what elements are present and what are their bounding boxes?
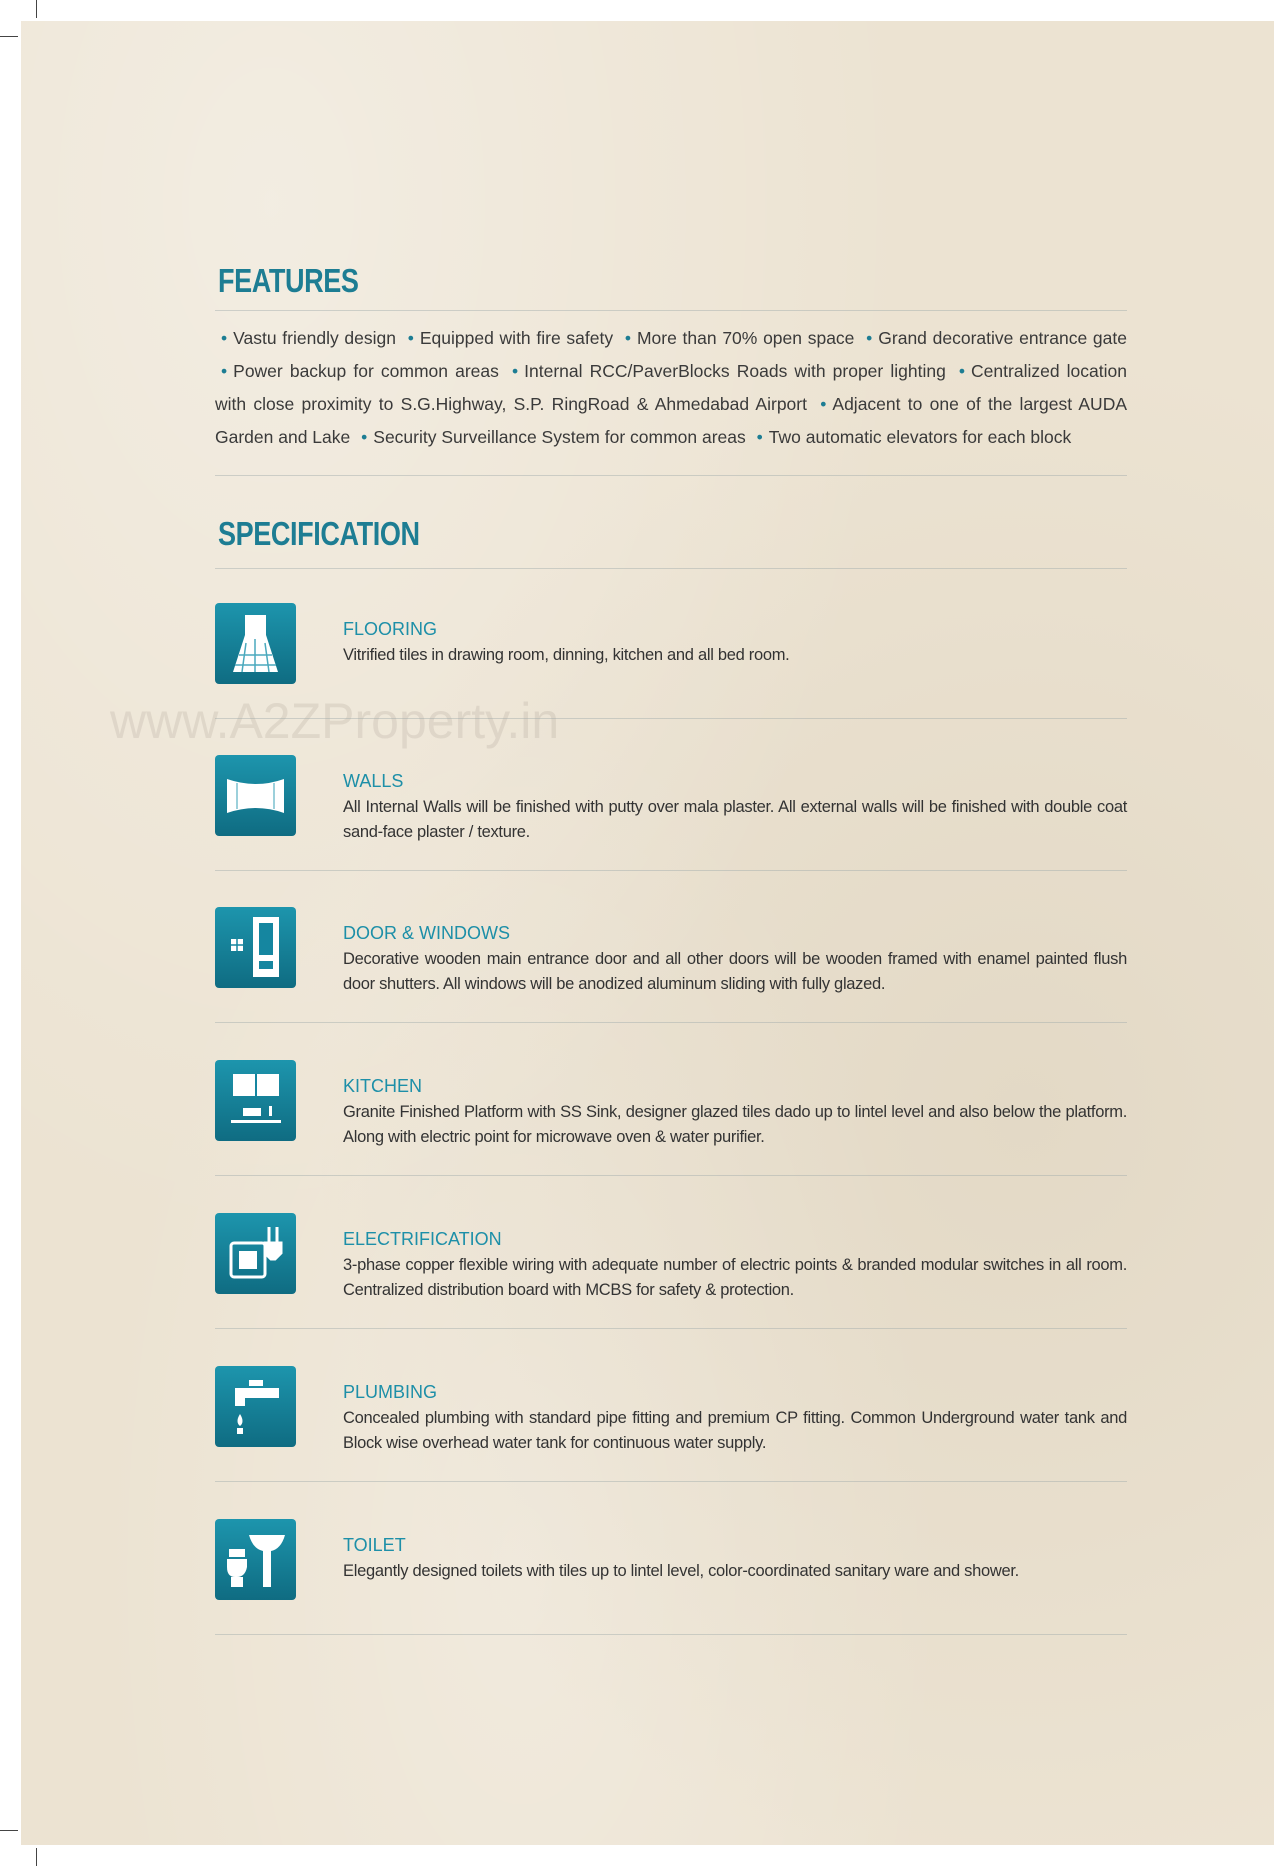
- watermark: www.A2ZProperty.in: [110, 693, 560, 749]
- toilet-icon: [215, 1519, 296, 1600]
- electric-socket-icon: [215, 1213, 296, 1294]
- bullet: •: [756, 427, 763, 447]
- spec-description: Elegantly designed toilets with tiles up to lintel level, color-coordinated sanitary ware and shower.: [343, 1562, 1019, 1580]
- specification-heading: SPECIFICATION: [218, 515, 420, 552]
- spec-description: Concealed plumbing with standard pipe fitting and premium CP fitting. Common Underground water tank and Block wise overhead water tank for continuous water supply.: [343, 1409, 1127, 1452]
- divider: [215, 1022, 1127, 1023]
- bullet: •: [820, 394, 827, 414]
- bullet: •: [512, 361, 519, 381]
- feature-item: Power backup for common areas: [233, 361, 499, 381]
- divider: [215, 718, 1127, 719]
- spec-item-door-windows: [215, 907, 1127, 997]
- spec-title: PLUMBING: [343, 1382, 438, 1402]
- divider: [215, 475, 1127, 476]
- divider: [215, 870, 1127, 871]
- feature-item: Centralized location with close proximity to S.G.Highway, S.P. RingRoad & Ahmedabad Airport: [215, 361, 1127, 414]
- bullet: •: [866, 328, 873, 348]
- divider: [215, 310, 1127, 311]
- divider: [215, 1634, 1127, 1635]
- spec-title: FLOORING: [343, 619, 438, 639]
- spec-item-kitchen: [215, 1060, 1127, 1150]
- feature-item: More than 70% open space: [636, 328, 855, 348]
- spec-description: 3-phase copper flexible wiring with adequate number of electric points & branded modular switches in all room. Centralized distribution board with MCBS for safety & protection.: [343, 1256, 1127, 1299]
- spec-title: DOOR & WINDOWS: [343, 923, 510, 943]
- spec-description: Granite Finished Platform with SS Sink, designer glazed tiles dado up to lintel level and also below the platform. Along with electric point for microwave oven & water purifier.: [343, 1103, 1127, 1146]
- spec-description: All Internal Walls will be finished with putty over mala plaster. All external walls will be finished with double coat sand-face plaster / texture.: [343, 798, 1127, 841]
- spec-item-walls: [215, 755, 1127, 845]
- spec-title: TOILET: [343, 1535, 406, 1555]
- feature-item: Vastu friendly design: [233, 328, 397, 348]
- bullet: •: [221, 361, 228, 381]
- door-window-icon: [215, 907, 296, 988]
- bullet: •: [407, 328, 414, 348]
- spec-item-electrification: [215, 1213, 1127, 1303]
- spec-item-flooring: [215, 603, 1127, 693]
- flooring-icon: [215, 603, 296, 684]
- crop-mark: [36, 0, 37, 18]
- features-heading: FEATURES: [218, 262, 359, 299]
- divider: [215, 1175, 1127, 1176]
- crop-mark: [36, 1848, 37, 1866]
- divider: [215, 1328, 1127, 1329]
- feature-item: Two automatic elevators for each block: [768, 427, 1072, 447]
- crop-mark: [0, 1830, 18, 1831]
- spec-title: WALLS: [343, 771, 404, 791]
- feature-item: Internal RCC/PaverBlocks Roads with proper lighting: [524, 361, 946, 381]
- feature-item: Grand decorative entrance gate: [878, 328, 1127, 348]
- features-list: [215, 322, 1127, 454]
- bullet: •: [221, 328, 228, 348]
- bullet: •: [624, 328, 631, 348]
- crop-mark: [0, 36, 18, 37]
- spec-description: Decorative wooden main entrance door and all other doors will be wooden framed with enamel painted flush door shutters. All windows will be anodized aluminum sliding with fully glazed.: [343, 950, 1127, 993]
- walls-icon: [215, 755, 296, 836]
- feature-item: Equipped with fire safety: [419, 328, 614, 348]
- spec-item-toilet: [215, 1519, 1127, 1609]
- spec-title: ELECTRIFICATION: [343, 1229, 502, 1249]
- spec-description: Vitrified tiles in drawing room, dinning, kitchen and all bed room.: [343, 646, 790, 664]
- feature-item: Security Surveillance System for common areas: [373, 427, 746, 447]
- spec-title: KITCHEN: [343, 1076, 423, 1096]
- bullet: •: [958, 361, 966, 381]
- kitchen-icon: [215, 1060, 296, 1141]
- divider: [215, 568, 1127, 569]
- spec-item-plumbing: [215, 1366, 1127, 1456]
- feature-item: Adjacent to one of the largest AUDA Garden and Lake: [215, 394, 1128, 447]
- water-tap-icon: [215, 1366, 296, 1447]
- divider: [215, 1481, 1127, 1482]
- bullet: •: [361, 427, 368, 447]
